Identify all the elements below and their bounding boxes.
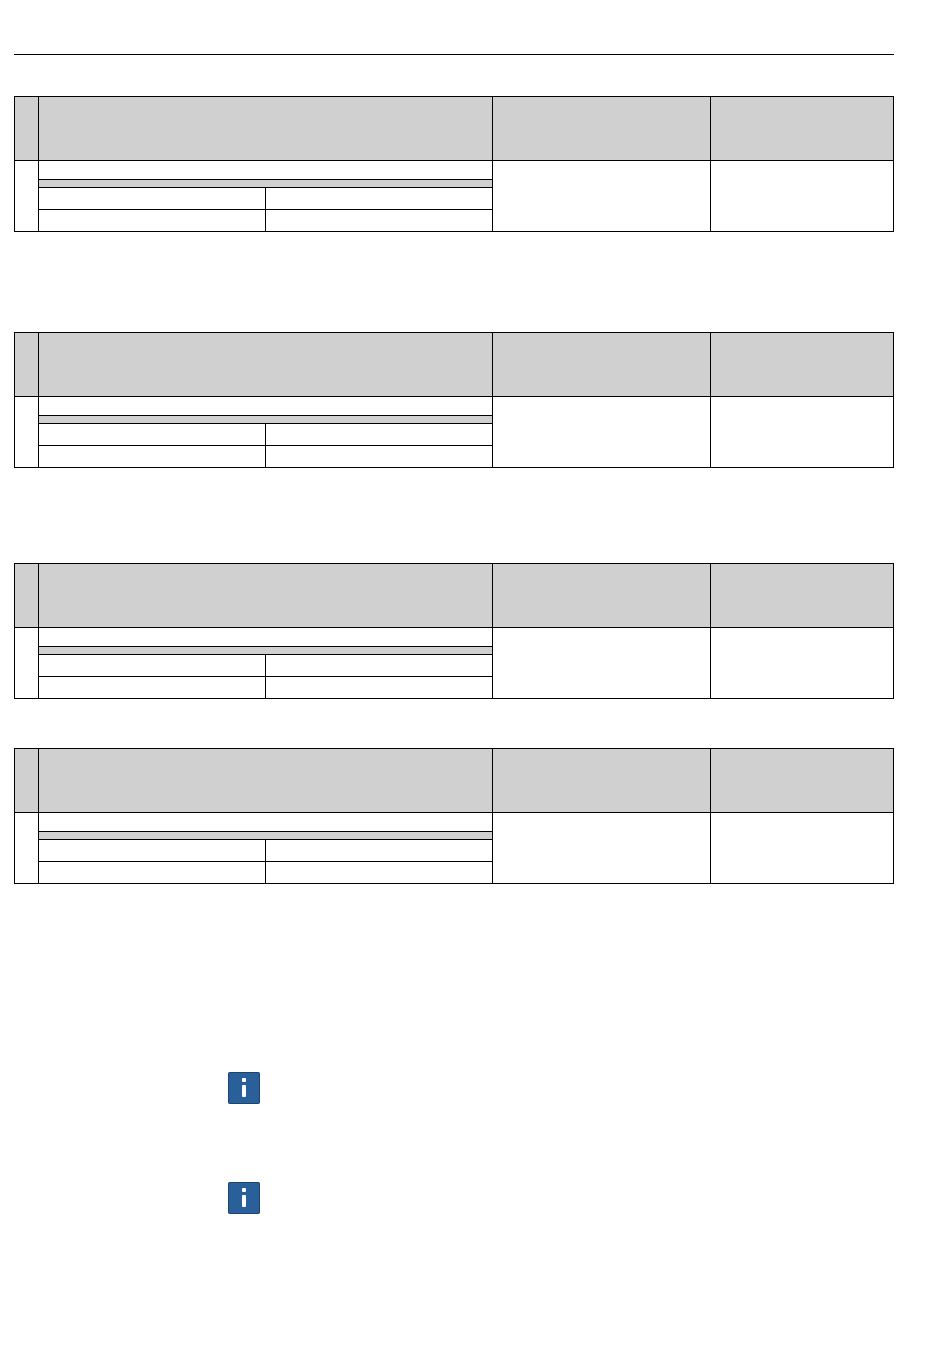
inner-shade-text [39,831,492,839]
header-cell-middle [492,564,711,628]
table-header-row [15,564,894,628]
body-cell-number [15,813,39,884]
inner-pair-row [39,676,492,698]
table-header-row [15,333,894,397]
header-cell-middle [492,97,711,161]
body-cell-right [711,397,894,468]
inner-pair-right [265,187,491,209]
body-cell-main [39,397,493,468]
inner-pair-row [39,861,492,883]
header-cell-middle [492,749,711,813]
inner-lead-text [39,161,492,179]
inner-pair-row [39,445,492,467]
inner-pair-row [39,187,492,209]
header-cell-number [15,749,39,813]
header-cell-right [711,333,894,397]
body-cell-middle [492,161,711,232]
inner-pair-left [39,445,265,467]
inner-shade-text [39,646,492,654]
table-header-row [15,749,894,813]
inner-table [39,813,492,883]
header-cell-right [711,97,894,161]
header-cell-right [711,749,894,813]
inner-shade-row [39,179,492,187]
info-note-2 [228,1182,260,1214]
header-cell-main [39,564,493,628]
body-cell-main [39,813,493,884]
page-header-rule [14,54,894,55]
inner-shade-text [39,415,492,423]
info-note-1 [228,1072,260,1104]
inner-pair-row [39,423,492,445]
header-cell-number [15,97,39,161]
header-cell-middle [492,333,711,397]
table-header-row [15,97,894,161]
inner-lead-row [39,161,492,179]
inner-pair-row [39,209,492,231]
spec-table-3 [14,563,894,699]
inner-shade-row [39,831,492,839]
body-cell-right [711,161,894,232]
table-body-row [15,813,894,884]
body-cell-middle [492,628,711,699]
header-cell-main [39,333,493,397]
header-cell-number [15,564,39,628]
inner-lead-row [39,813,492,831]
info-icon [228,1182,260,1214]
inner-pair-left [39,423,265,445]
spec-table-4 [14,748,894,884]
table-body-row [15,161,894,232]
info-icon [228,1072,260,1104]
inner-pair-left [39,654,265,676]
body-cell-number [15,161,39,232]
inner-pair-left [39,861,265,883]
table-body-row [15,628,894,699]
body-cell-middle [492,813,711,884]
inner-lead-text [39,397,492,415]
inner-table [39,397,492,467]
inner-pair-right [265,839,491,861]
body-cell-middle [492,397,711,468]
inner-pair-left [39,839,265,861]
inner-shade-row [39,415,492,423]
inner-pair-left [39,676,265,698]
header-cell-main [39,97,493,161]
inner-pair-right [265,654,491,676]
inner-pair-left [39,209,265,231]
body-cell-right [711,628,894,699]
inner-pair-right [265,445,491,467]
inner-pair-row [39,839,492,861]
header-cell-number [15,333,39,397]
inner-lead-row [39,628,492,646]
inner-lead-text [39,628,492,646]
inner-pair-right [265,423,491,445]
body-cell-main [39,161,493,232]
inner-pair-right [265,676,491,698]
table-body-row [15,397,894,468]
body-cell-main [39,628,493,699]
inner-pair-left [39,187,265,209]
inner-table [39,161,492,231]
inner-pair-right [265,209,491,231]
inner-pair-right [265,861,491,883]
body-cell-number [15,397,39,468]
inner-shade-text [39,179,492,187]
inner-lead-text [39,813,492,831]
header-cell-main [39,749,493,813]
spec-table-1 [14,96,894,232]
spec-table-2 [14,332,894,468]
header-cell-right [711,564,894,628]
body-cell-number [15,628,39,699]
inner-table [39,628,492,698]
body-cell-right [711,813,894,884]
inner-lead-row [39,397,492,415]
inner-shade-row [39,646,492,654]
inner-pair-row [39,654,492,676]
